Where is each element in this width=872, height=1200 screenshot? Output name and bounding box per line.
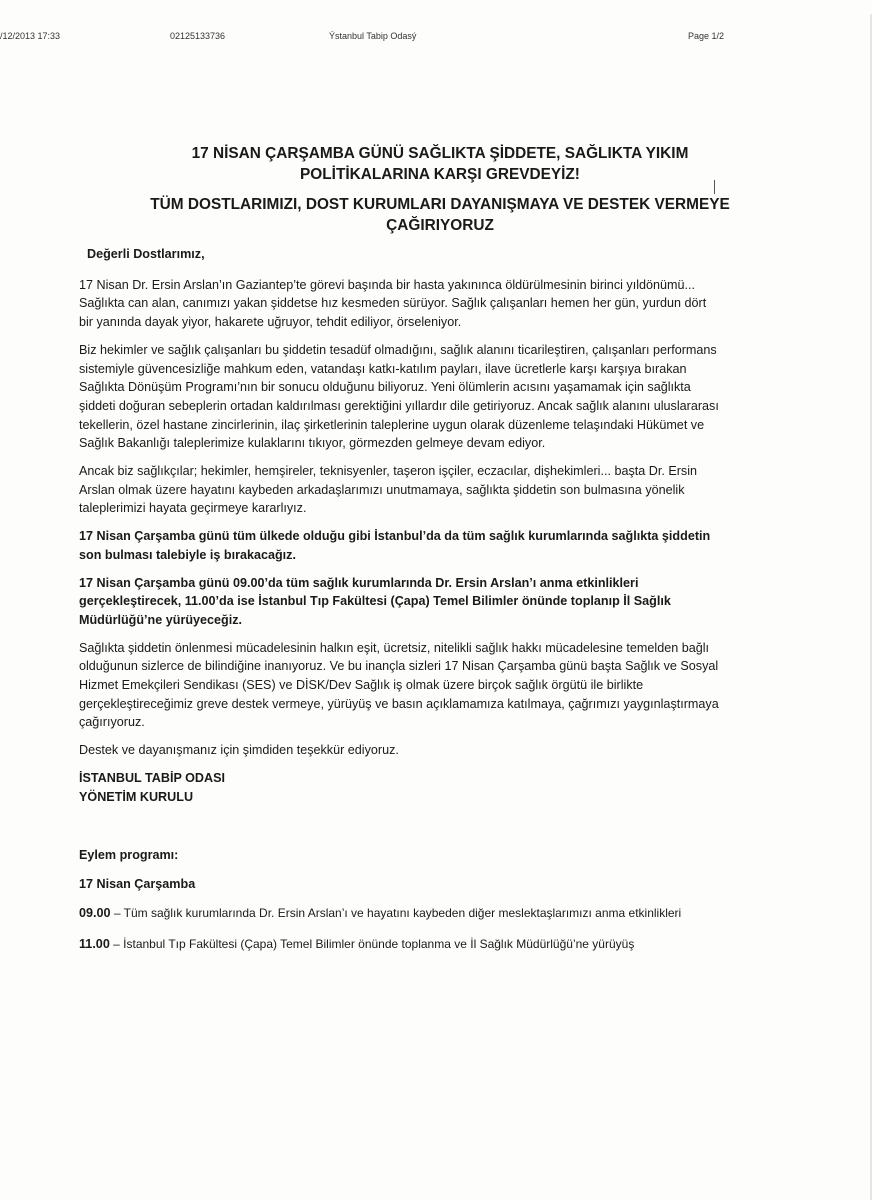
sub-title <box>60 194 820 236</box>
paragraph-5-march-announcement: 17 Nisan Çarşamba günü 09.00’da tüm sağlık kurumlarında Dr. Ersin Arslan’ı anma etkinlikleri gerçekleştirecek, 11.00’da ise İstanbul Tıp Fakültesi (Çapa) Temel Bilimler önünde toplanıp İl Sağlık Müdürlüğü’ne yürüyeceğiz. <box>79 575 671 627</box>
fax-header <box>0 0 872 40</box>
program-item <box>79 904 721 923</box>
program-title: Eylem programı: <box>79 848 179 863</box>
main-title-line-1: 17 NİSAN ÇARŞAMBA GÜNÜ SAĞLIKTA ŞİDDETE, SAĞLIKTA YIKIM <box>191 145 689 162</box>
program-item-text: – İstanbul Tıp Fakültesi (Çapa) Temel Bilimler önünde toplanma ve İl Sağlık Müdürlüğü’ne yürüyüş <box>109 937 635 952</box>
fax-page-number: Page 1/2 <box>688 31 725 41</box>
program-date: 17 Nisan Çarşamba <box>79 876 196 891</box>
program-item-time: 09.00 <box>79 905 111 920</box>
paragraph-2: Biz hekimler ve sağlık çalışanları bu şiddetin tesadüf olmadığını, sağlık alanını ticarileştiren, çalışanları performans sistemiyle güvencesizliğe mahkum eden, vatandaşı katkı-katılım payları, ilave ücretlerle karşı karşıya bırakan Sağlıkta Dönüşüm Programı’nın bir sonucu olduğunu biliyoruz. Yeni ölümlerin acısını yaşamamak için sağlıkta şiddeti doğuran sebeplerin ortadan kaldırılması gerektiğini yıllardır dile getiriyoruz. Ancak sağlık alanını uluslararası tekellerin, özel hastane zincirlerinin, ilaç şirketlerinin taleplerine uygun olarak düzenleme telaşındaki Hükümet ve Sağlık Bakanlığı taleplerimize kulaklarını tıkıyor, görmezden gelmeye devam ediyor. <box>79 342 719 451</box>
paragraph-6: Sağlıkta şiddetin önlenmesi mücadelesinin halkın eşit, ücretsiz, nitelikli sağlık hakkı mücadelesine temelden bağlı olduğunun sizlerce de bilindiğine inanıyoruz. Ve bu inançla sizleri 17 Nisan Çarşamba günü başta Sağlık ve Sosyal Hizmet Emekçileri Sendikası (SES) ve DİSK/Dev Sağlık iş olmak üzere birçok sağlık örgütü ile birlikte gerçekleştireceğimiz greve destek vermeye, yürüyüş ve basın açıklamamıza katılmaya, çağrımızı yaygınlaştırmaya çağırıyoruz. <box>79 640 719 730</box>
paragraph-7-thanks: Destek ve dayanışmanız için şimdiden teşekkür ediyoruz. <box>79 743 399 758</box>
sub-title-line-1: TÜM DOSTLARIMIZI, DOST KURUMLARI DAYANIŞMAYA VE DESTEK VERMEYE <box>150 196 730 213</box>
fax-sender: Ýstanbul Tabip Odasý <box>329 31 417 41</box>
paragraph-4-strike-announcement: 17 Nisan Çarşamba günü tüm ülkede olduğu gibi İstanbul’da da tüm sağlık kurumlarında sağlıkta şiddetin son bulması talebiyle iş bırakacağız. <box>79 529 711 562</box>
paragraph-3: Ancak biz sağlıkçılar; hekimler, hemşireler, teknisyenler, taşeron işçiler, eczacılar, dişhekimleri... başta Dr. Ersin Arslan olmak üzere hayatını kaybeden arkadaşlarımızı unutmamaya, sağlıkta şiddetin son bulmasına yönelik taleplerimizi hayata geçirmeye kararlıyız. <box>79 464 698 516</box>
signature-block <box>79 769 721 806</box>
fax-phone: 02125133736 <box>170 31 226 41</box>
fax-date: /12/2013 17:33 <box>0 31 61 41</box>
program-item <box>79 935 721 954</box>
main-title-line-2: POLİTİKALARINA KARŞI GREVDEYİZ! <box>300 166 580 183</box>
signature-board: YÖNETİM KURULU <box>79 789 194 804</box>
paragraph-1: 17 Nisan Dr. Ersin Arslan’ın Gaziantep’te görevi başında bir hasta yakınınca öldürülmesinin birinci yıldönümü... Sağlıkta can alan, canımızı yakan şiddetse hız kesmeden sürüyor. Sağlık çalışanları hemen her gün, yurdun dört bir yanında dayak yiyor, hakarete uğruyor, tehdit ediliyor, örseleniyor. <box>79 277 707 330</box>
letter-body <box>79 245 721 967</box>
main-title <box>60 143 820 185</box>
program-item-time: 11.00 <box>79 937 110 952</box>
program-item-text: – Tüm sağlık kurumlarında Dr. Ersin Arslan’ı ve hayatını kaybeden diğer meslektaşlarımızı anma etkinlikleri <box>110 905 682 920</box>
sub-title-line-2: ÇAĞIRIYORUZ <box>386 217 494 234</box>
document-titles <box>60 143 820 236</box>
greeting: Değerli Dostlarımız, <box>87 247 205 261</box>
signature-org: İSTANBUL TABİP ODASI <box>79 770 226 785</box>
